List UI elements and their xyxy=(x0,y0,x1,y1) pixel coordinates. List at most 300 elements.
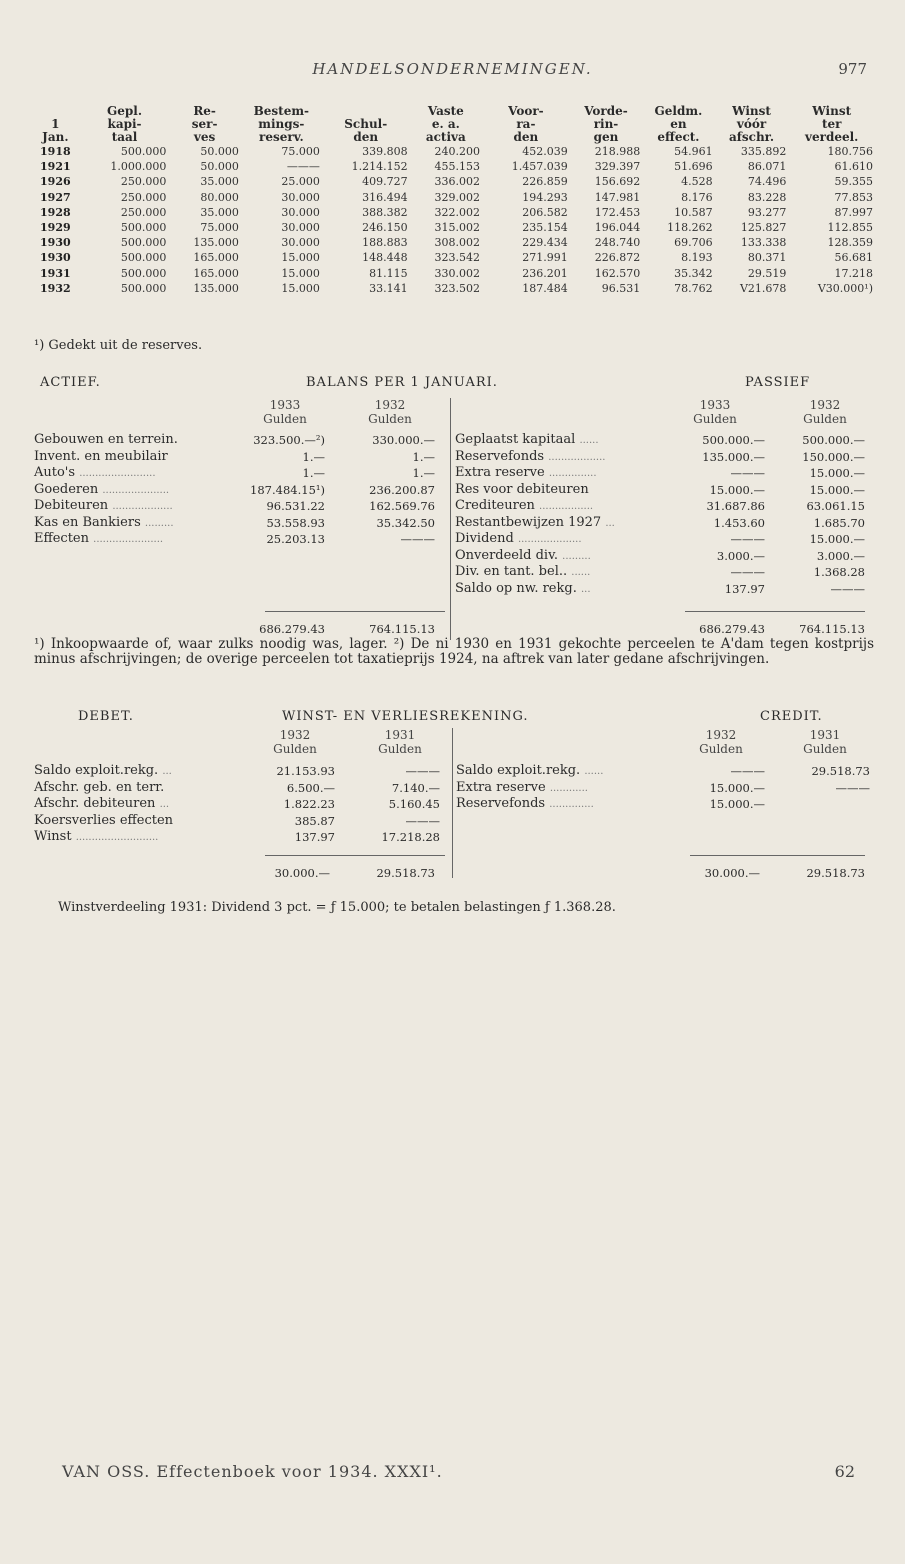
actief-total-rule xyxy=(265,611,445,612)
passief-row-value-v1933: ——— xyxy=(730,466,765,480)
credit-row-value-v1931: ——— xyxy=(835,780,870,795)
stats-value-cell: 93.277 xyxy=(747,205,787,219)
actief-row-value-v1932: 236.200.87 xyxy=(369,482,435,497)
stats-value-cell: 188.883 xyxy=(362,236,408,250)
debet-list xyxy=(34,763,446,845)
actief-list xyxy=(34,432,444,562)
stats-value-cell: 86.071 xyxy=(747,160,787,174)
stats-value-cell: V21.678 xyxy=(739,281,787,295)
stats-value-cell: 50.000 xyxy=(200,160,239,174)
debet-total-rule xyxy=(265,855,445,856)
item-text: Saldo op nw. rekg. xyxy=(455,580,577,596)
passief-row-value-v1932: 1.368.28 xyxy=(813,565,865,579)
stats-value-cell: 30.000 xyxy=(281,221,320,235)
passief-total-rule xyxy=(685,611,865,612)
stats-col-header: Winst ter verdeel. xyxy=(805,104,859,144)
debet-row-value-v1931: 5.160.45 xyxy=(388,797,440,811)
stats-year-cell: 1921 xyxy=(40,160,71,174)
item-text: Afschr. geb. en terr. xyxy=(34,779,165,795)
passief-row-value-v1932: ——— xyxy=(830,581,865,596)
passief-row-value-v1932: 15.000.— xyxy=(809,466,865,480)
stats-value-cell: 500.000 xyxy=(120,221,167,235)
passief-row xyxy=(455,548,870,564)
item-text: Goederen xyxy=(34,481,99,497)
stats-value-cell: 236.201 xyxy=(522,266,568,280)
passief-row-value-v1933: 31.687.86 xyxy=(706,499,765,513)
passief-row-value-v1933: 135.000.— xyxy=(702,449,765,464)
passief-row xyxy=(455,498,870,514)
stats-value-cell: 180.756 xyxy=(827,145,873,159)
stats-row xyxy=(30,159,875,174)
stats-value-cell: 162.570 xyxy=(594,266,641,280)
balans-footnote: ¹) Inkoopwaarde of, waar zulks noodig was, lager. ²) De ni 1930 en 1931 gekochte perceelen te A'dam tegen kostprijs minus afschrijvingen; de overige perceelen tot taxatieprijs 1924, na aftrek van later gedane afschrijvingen. xyxy=(34,636,874,667)
stats-value-cell: 75.000 xyxy=(200,221,239,235)
item-text: Koersverlies effecten xyxy=(34,812,174,828)
stats-value-cell: V30.000¹) xyxy=(817,281,873,295)
stats-col-header: Vaste e. a. activa xyxy=(425,104,466,144)
stats-col-header: Geldm. en effect. xyxy=(654,104,703,144)
passief-row-value-v1933: 1.453.60 xyxy=(713,515,765,530)
credit-row-value-v1932: 15.000.— xyxy=(709,797,765,811)
stats-value-cell: 500.000 xyxy=(120,281,167,295)
passief-row-label xyxy=(455,531,582,548)
stats-value-cell: 8.176 xyxy=(681,190,713,204)
leader-dots: ...... xyxy=(579,435,599,446)
stats-value-cell: 30.000 xyxy=(281,236,320,250)
debet-row-label xyxy=(34,796,169,813)
passief-row-label xyxy=(455,515,615,532)
stats-row xyxy=(30,144,875,159)
statistics-table xyxy=(30,105,875,296)
passief-row-value-v1932: 15.000.— xyxy=(809,532,865,546)
item-text: Auto's xyxy=(34,465,76,480)
statistics-footnote: ¹) Gedekt uit de reserves. xyxy=(34,338,203,353)
stats-col-header: Bestem- mings- reserv. xyxy=(253,104,310,144)
page-footer-source: VAN OSS. Effectenboek voor 1934. XXXI¹. xyxy=(62,1462,443,1481)
actief-row-value-v1933: 53.558.93 xyxy=(266,515,325,530)
stats-value-cell: 35.000 xyxy=(200,175,239,189)
stats-value-cell: 4.528 xyxy=(681,175,713,189)
passief-row-label xyxy=(455,449,605,466)
credit-label: CREDIT. xyxy=(760,709,823,724)
actief-row xyxy=(34,531,444,547)
actief-row-value-v1933: 323.500.—²) xyxy=(253,433,325,447)
credit-total-1932: 30.000.— xyxy=(704,866,760,880)
passief-row xyxy=(455,465,870,481)
leader-dots: ......... xyxy=(144,517,174,529)
stats-value-cell: 125.827 xyxy=(740,221,787,235)
debet-row-label xyxy=(34,813,173,830)
leader-dots: ...... xyxy=(571,567,591,578)
stats-value-cell: 87.997 xyxy=(834,205,873,219)
passief-row-value-v1933: 3.000.— xyxy=(716,548,765,563)
credit-year-1932: 1932 Gulden xyxy=(699,728,743,756)
stats-value-cell: 196.044 xyxy=(594,221,641,235)
stats-row xyxy=(30,174,875,189)
passief-row-value-v1933: 137.97 xyxy=(724,581,765,596)
stats-value-cell: 316.494 xyxy=(362,190,408,204)
stats-value-cell: 329.002 xyxy=(434,190,481,204)
balans-title: BALANS PER 1 JANUARI. xyxy=(306,375,498,390)
stats-value-cell: 74.496 xyxy=(747,175,787,189)
stats-value-cell: 135.000 xyxy=(193,236,239,250)
running-title: HANDELSONDERNEMINGEN. xyxy=(312,60,593,78)
stats-row xyxy=(30,266,875,281)
credit-list xyxy=(456,763,868,813)
debet-label: DEBET. xyxy=(78,709,134,724)
passief-row-value-v1932: 1.685.70 xyxy=(813,515,865,530)
stats-value-cell: 226.872 xyxy=(594,251,641,265)
stats-value-cell: 8.193 xyxy=(681,251,713,265)
debet-row-value-v1932: 385.87 xyxy=(294,813,335,828)
stats-value-cell: 330.002 xyxy=(434,266,481,280)
stats-row xyxy=(30,190,875,205)
stats-year-cell: 1930 xyxy=(40,251,71,265)
stats-value-cell: 455.153 xyxy=(434,160,481,174)
stats-value-cell: 118.262 xyxy=(667,221,713,235)
item-text: Onverdeeld div. xyxy=(455,547,559,563)
passief-row-value-v1932: 500.000.— xyxy=(802,433,865,447)
stats-value-cell: 500.000 xyxy=(120,236,167,250)
passief-row-value-v1932: 63.061.15 xyxy=(806,499,865,513)
page-number: 977 xyxy=(838,60,867,78)
stats-value-cell: 452.039 xyxy=(522,145,568,159)
leader-dots: ................. xyxy=(539,501,594,512)
passief-row-value-v1933: 15.000.— xyxy=(709,482,765,497)
debet-total-1932: 30.000.— xyxy=(274,866,330,880)
stats-value-cell: 15.000 xyxy=(281,281,320,295)
item-text: Res voor debiteuren xyxy=(455,481,589,497)
debet-row xyxy=(34,780,446,796)
stats-value-cell: 315.002 xyxy=(434,221,481,235)
stats-value-cell: 112.855 xyxy=(827,221,873,235)
item-text: Afschr. debiteuren xyxy=(34,796,156,811)
item-text: Saldo exploit.rekg. xyxy=(456,763,581,778)
passief-row-value-v1932: 15.000.— xyxy=(809,482,865,497)
actief-row xyxy=(34,515,444,531)
stats-value-cell: 250.000 xyxy=(120,175,167,189)
stats-value-cell: 246.150 xyxy=(362,221,408,235)
stats-value-cell: 500.000 xyxy=(120,251,167,265)
leader-dots: ... xyxy=(159,799,170,810)
actief-row xyxy=(34,482,444,498)
item-text: Winst xyxy=(34,829,72,844)
passief-row-value-v1933: ——— xyxy=(730,532,765,546)
actief-row-value-v1932: ——— xyxy=(400,532,435,546)
stats-value-cell: 69.706 xyxy=(674,236,713,250)
stats-value-cell: 172.453 xyxy=(594,205,641,219)
item-text: Dividend xyxy=(455,531,514,546)
debet-row-value-v1932: 137.97 xyxy=(294,830,335,844)
balans-divider xyxy=(450,398,451,640)
stats-value-cell: 83.228 xyxy=(747,190,787,204)
stats-col-header: Vorde- rin- gen xyxy=(584,104,628,144)
stats-value-cell: 61.610 xyxy=(834,160,873,174)
passief-total-1933: 686.279.43 xyxy=(699,622,765,636)
stats-value-cell: 17.218 xyxy=(834,266,873,280)
leader-dots: .............. xyxy=(549,799,594,810)
stats-year-cell: 1931 xyxy=(40,266,71,280)
credit-year-1931: 1931 Gulden xyxy=(803,728,847,756)
actief-year-1932: 1932 Gulden xyxy=(368,398,412,426)
leader-dots: ... xyxy=(580,583,591,595)
stats-value-cell: 235.154 xyxy=(522,221,568,235)
passief-year-1933: 1933 Gulden xyxy=(693,398,737,426)
actief-row xyxy=(34,498,444,514)
debet-row-label xyxy=(34,763,172,780)
stats-value-cell: 165.000 xyxy=(193,251,239,265)
actief-row-label xyxy=(34,449,168,466)
credit-row-label xyxy=(456,763,603,780)
passief-row-value-v1932: 150.000.— xyxy=(802,449,865,464)
debet-row-value-v1931: 7.140.— xyxy=(391,780,440,795)
leader-dots: ......... xyxy=(562,550,591,562)
stats-value-cell: 50.000 xyxy=(200,145,239,159)
stats-value-cell: 96.531 xyxy=(601,281,641,295)
credit-row xyxy=(456,763,868,779)
passief-row-label xyxy=(455,548,591,565)
stats-value-cell: 35.000 xyxy=(200,205,239,219)
stats-row xyxy=(30,281,875,296)
stats-value-cell: 35.342 xyxy=(674,266,713,280)
stats-value-cell: 77.853 xyxy=(834,190,873,204)
stats-value-cell: 29.519 xyxy=(747,266,787,280)
actief-row-value-v1933: 1.— xyxy=(302,449,325,464)
item-text: Debiteuren xyxy=(34,498,109,513)
actief-row-value-v1932: 1.— xyxy=(412,466,435,480)
credit-row-label xyxy=(456,780,588,797)
passief-row-label xyxy=(455,465,597,482)
leader-dots: .................. xyxy=(548,451,606,463)
stats-col-header: Voor- ra- den xyxy=(508,104,544,144)
actief-row-label xyxy=(34,515,174,532)
stats-value-cell: 248.740 xyxy=(594,236,641,250)
actief-row-value-v1932: 162.569.76 xyxy=(369,499,435,513)
stats-value-cell: 135.000 xyxy=(193,281,239,295)
stats-value-cell: 250.000 xyxy=(120,190,167,204)
statistics-header-row xyxy=(30,105,875,144)
debet-row-value-v1932: 21.153.93 xyxy=(276,764,335,778)
stats-year-cell: 1926 xyxy=(40,175,71,189)
item-text: Geplaatst kapitaal xyxy=(455,432,576,447)
stats-col-header: Re- ser- ves xyxy=(191,104,218,144)
item-text: Restantbewijzen 1927 xyxy=(455,514,602,530)
stats-value-cell: 339.808 xyxy=(362,145,408,159)
debet-year-1931: 1931 Gulden xyxy=(378,728,422,756)
stats-value-cell: 335.892 xyxy=(740,145,787,159)
stats-value-cell: 206.582 xyxy=(522,205,568,219)
stats-year-cell: 1930 xyxy=(40,236,71,250)
actief-row-value-v1933: 96.531.22 xyxy=(266,499,325,513)
stats-value-cell: 271.991 xyxy=(522,251,568,265)
actief-row xyxy=(34,449,444,465)
stats-value-cell: 51.696 xyxy=(674,160,713,174)
debet-row-label xyxy=(34,780,164,797)
item-text: Reservefonds xyxy=(455,448,545,464)
winstverdeeling: Winstverdeeling 1931: Dividend 3 pct. = ƒ 15.000; te betalen belastingen ƒ 1.368.28. xyxy=(58,900,616,915)
stats-row xyxy=(30,235,875,250)
debet-row-value-v1931: ——— xyxy=(405,813,440,828)
passief-row-label xyxy=(455,432,599,449)
debet-year-1932: 1932 Gulden xyxy=(273,728,317,756)
stats-value-cell: 388.382 xyxy=(362,205,408,219)
passief-row-value-v1933: 500.000.— xyxy=(702,433,765,447)
passief-row-value-v1932: 3.000.— xyxy=(816,548,865,563)
stats-value-cell: 80.371 xyxy=(747,251,787,265)
actief-row-label xyxy=(34,465,156,482)
credit-row xyxy=(456,780,868,796)
item-text: Kas en Bankiers xyxy=(34,514,141,530)
stats-value-cell: 329.397 xyxy=(594,160,641,174)
actief-total-1932: 764.115.13 xyxy=(369,622,435,636)
leader-dots: ...... xyxy=(584,766,604,777)
stats-value-cell: 156.692 xyxy=(594,175,641,189)
item-text: Reservefonds xyxy=(456,796,546,811)
stats-value-cell: 59.355 xyxy=(834,175,873,189)
actief-row-value-v1933: 187.484.15¹) xyxy=(250,482,325,497)
stats-value-cell: 1.214.152 xyxy=(351,160,408,174)
stats-value-cell: 1.000.000 xyxy=(110,160,167,174)
passief-row xyxy=(455,449,870,465)
stats-value-cell: 10.587 xyxy=(674,205,713,219)
leader-dots: ... xyxy=(162,766,172,777)
passief-row-value-v1933: ——— xyxy=(730,565,765,579)
stats-value-cell: 322.002 xyxy=(434,205,481,219)
actief-row-label xyxy=(34,482,169,499)
stats-value-cell: 81.115 xyxy=(369,266,408,280)
stats-col-header: Gepl. kapi- taal xyxy=(107,104,143,144)
actief-label: ACTIEF. xyxy=(40,375,101,390)
stats-value-cell: 240.200 xyxy=(434,145,481,159)
stats-value-cell: 25.000 xyxy=(281,175,320,189)
passief-row-label xyxy=(455,482,589,499)
stats-value-cell: 33.141 xyxy=(369,281,408,295)
passief-row xyxy=(455,531,870,547)
stats-value-cell: 75.000 xyxy=(281,145,320,159)
credit-total-1931: 29.518.73 xyxy=(806,866,865,880)
stats-year-cell: 1928 xyxy=(40,205,71,219)
passief-row xyxy=(455,515,870,531)
credit-row-label xyxy=(456,796,594,813)
actief-year-1933: 1933 Gulden xyxy=(263,398,307,426)
stats-value-cell: ——— xyxy=(286,160,320,174)
credit-total-rule xyxy=(690,855,865,856)
leader-dots: ... xyxy=(605,517,615,529)
stats-value-cell: 187.484 xyxy=(522,281,568,295)
stats-col-header: 1 Jan. xyxy=(42,117,69,144)
stats-value-cell: 336.002 xyxy=(434,175,481,189)
actief-row-value-v1932: 1.— xyxy=(412,449,435,464)
page-header xyxy=(0,60,905,84)
actief-row-label xyxy=(34,498,173,515)
item-text: Crediteuren xyxy=(455,498,535,513)
passief-total-1932: 764.115.13 xyxy=(799,622,865,636)
leader-dots: ..................... xyxy=(102,484,170,496)
debet-row xyxy=(34,763,446,779)
actief-row-value-v1932: 35.342.50 xyxy=(376,515,435,530)
stats-year-cell: 1929 xyxy=(40,221,71,235)
passief-row xyxy=(455,482,870,498)
leader-dots: .......................... xyxy=(75,832,159,843)
stats-row xyxy=(30,250,875,265)
credit-row-value-v1931: 29.518.73 xyxy=(811,764,870,778)
stats-value-cell: 500.000 xyxy=(120,266,167,280)
item-text: Effecten xyxy=(34,531,89,546)
passief-year-1932: 1932 Gulden xyxy=(803,398,847,426)
stats-value-cell: 194.293 xyxy=(522,190,568,204)
stats-value-cell: 147.981 xyxy=(594,190,641,204)
passief-row-label xyxy=(455,581,591,598)
stats-value-cell: 54.961 xyxy=(674,145,713,159)
winst-divider xyxy=(452,728,453,878)
passief-row-label xyxy=(455,564,590,581)
leader-dots: ............ xyxy=(549,782,588,794)
stats-year-cell: 1927 xyxy=(40,190,71,204)
debet-row-value-v1932: 1.822.23 xyxy=(283,797,335,811)
actief-row xyxy=(34,465,444,481)
debet-row xyxy=(34,829,446,845)
stats-col-header: Winst vóór afschr. xyxy=(728,104,775,144)
stats-value-cell: 15.000 xyxy=(281,266,320,280)
item-text: Extra reserve xyxy=(456,779,546,795)
stats-value-cell: 229.434 xyxy=(522,236,568,250)
leader-dots: ............... xyxy=(548,468,597,479)
stats-value-cell: 226.859 xyxy=(522,175,568,189)
page-footer-number: 62 xyxy=(834,1462,855,1481)
debet-row xyxy=(34,813,446,829)
credit-row-value-v1932: ——— xyxy=(730,764,765,778)
debet-row-value-v1931: ——— xyxy=(405,764,440,778)
leader-dots: ........................ xyxy=(79,468,156,479)
debet-total-1931: 29.518.73 xyxy=(376,866,435,880)
passief-label: PASSIEF xyxy=(745,375,811,390)
item-text: Gebouwen en terrein. xyxy=(34,432,178,447)
stats-value-cell: 133.338 xyxy=(740,236,787,250)
passief-list xyxy=(455,432,870,602)
stats-value-cell: 80.000 xyxy=(200,190,239,204)
item-text: Saldo exploit.rekg. xyxy=(34,763,159,778)
winst-title: WINST- EN VERLIESREKENING. xyxy=(282,709,529,724)
item-text: Div. en tant. bel.. xyxy=(455,564,568,579)
credit-row-value-v1932: 15.000.— xyxy=(709,780,765,795)
actief-total-1933: 686.279.43 xyxy=(259,622,325,636)
actief-row-label xyxy=(34,432,178,449)
debet-row-value-v1932: 6.500.— xyxy=(286,780,335,795)
stats-year-cell: 1918 xyxy=(40,145,71,159)
leader-dots: ................... xyxy=(112,501,173,512)
stats-value-cell: 15.000 xyxy=(281,251,320,265)
debet-row xyxy=(34,796,446,812)
leader-dots: ...................... xyxy=(93,534,164,545)
stats-value-cell: 56.681 xyxy=(834,251,873,265)
stats-row xyxy=(30,220,875,235)
stats-year-cell: 1932 xyxy=(40,281,71,295)
debet-row-label xyxy=(34,829,158,846)
passief-row xyxy=(455,564,870,580)
stats-value-cell: 308.002 xyxy=(434,236,481,250)
stats-row xyxy=(30,205,875,220)
actief-row-value-v1933: 1.— xyxy=(302,466,325,480)
stats-value-cell: 148.448 xyxy=(362,251,408,265)
actief-row-value-v1932: 330.000.— xyxy=(372,433,435,447)
stats-value-cell: 250.000 xyxy=(120,205,167,219)
stats-value-cell: 30.000 xyxy=(281,190,320,204)
item-text: Invent. en meubilair xyxy=(34,448,168,464)
stats-value-cell: 323.542 xyxy=(434,251,481,265)
stats-value-cell: 128.359 xyxy=(827,236,873,250)
actief-row xyxy=(34,432,444,448)
stats-value-cell: 30.000 xyxy=(281,205,320,219)
